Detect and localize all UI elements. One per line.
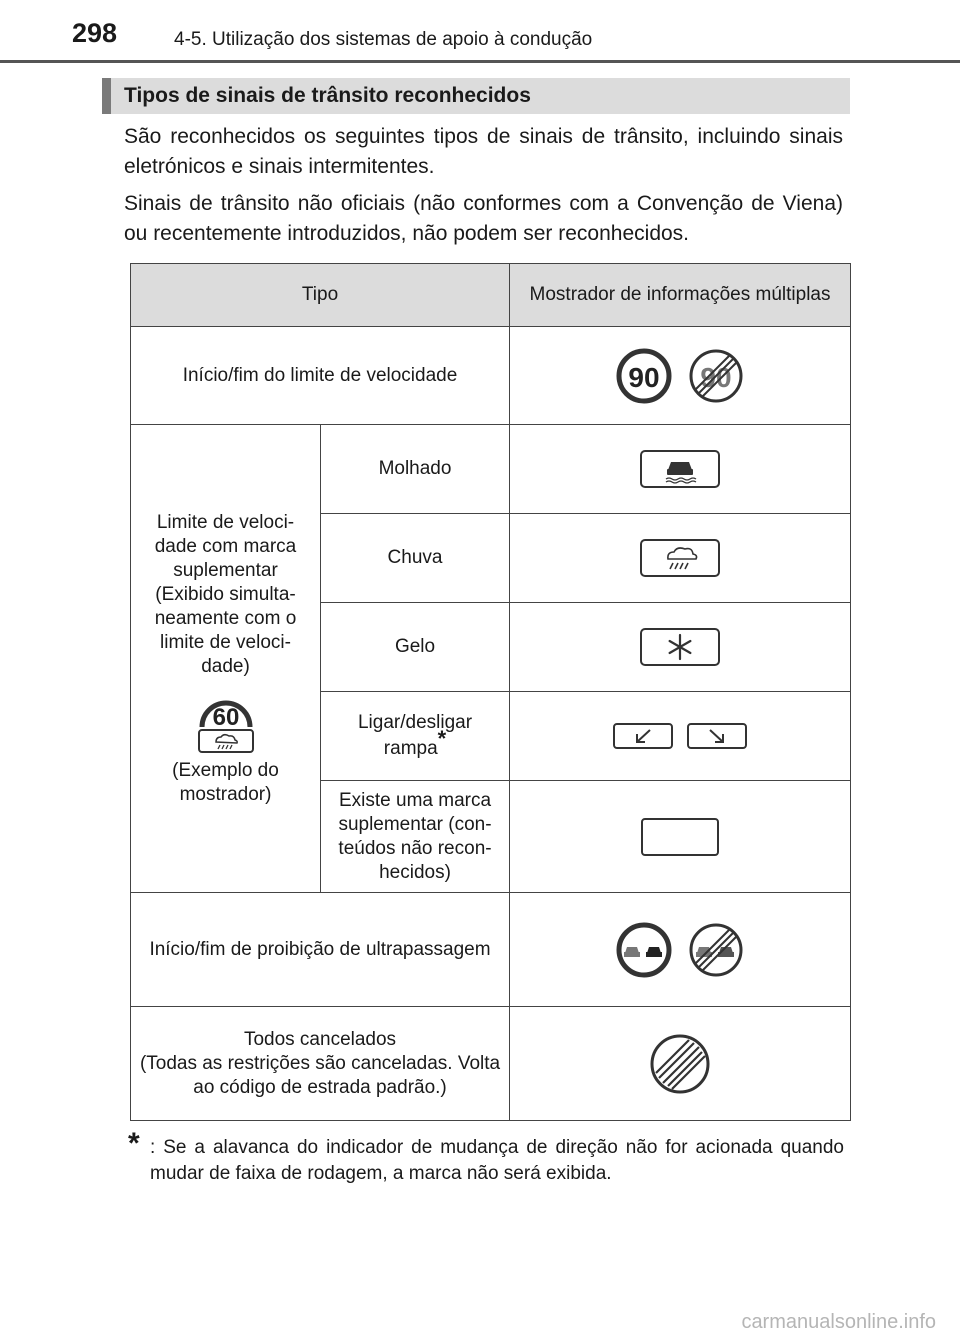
sign-types-table [130, 263, 851, 1121]
blank-panel-icon [641, 818, 719, 856]
watermark: carmanualsonline.info [741, 1311, 936, 1333]
intro-paragraph: São reconhecidos os seguintes tipos de sinais de trânsito, incluindo sinais eletrónicos e sinais intermitentes. [124, 125, 843, 178]
ice-icon-cell [510, 603, 851, 692]
table-header-row [131, 264, 851, 327]
end-all-restrictions-icon [649, 1033, 711, 1095]
no-overtaking-icon [615, 921, 673, 979]
footnote-star: * [128, 1127, 140, 1160]
supplementary-ice-label: Gelo [321, 603, 510, 692]
all-cancelled-icon-cell [510, 1007, 851, 1121]
overtaking-icons [510, 893, 851, 1007]
row-label-overtaking: Início/fim de proibição de ultrapassagem [131, 893, 510, 1007]
row-label-speed-limit: Início/fim do limite de velocidade [131, 327, 510, 425]
column-header-display: Mostrador de informações múltiplas [510, 264, 851, 327]
speed-limit-end-value: 90 [700, 361, 732, 393]
wet-road-icon [640, 450, 720, 488]
row-label-all-cancelled: Todos cancelados (Todas as restrições são canceladas. Volta ao código de estrada padrão.) [131, 1007, 510, 1121]
other-icon-cell [510, 781, 851, 893]
header-divider [0, 60, 960, 63]
supplementary-rain-label: Chuva [321, 514, 510, 603]
table-row [131, 327, 851, 425]
rain-icon [640, 539, 720, 577]
speed-limit-start-icon [615, 347, 673, 405]
speed-limit-end-icon [687, 347, 745, 405]
supplementary-group-cell [131, 425, 321, 893]
footnote [128, 1127, 844, 1187]
wet-icon-cell [510, 425, 851, 514]
speed-60-icon [198, 687, 254, 729]
supplementary-group-label: Limite de veloci-dade com marca suplementar (Exibido simulta-neamente com o limite de veloci-dade) [154, 511, 297, 677]
example-display [137, 687, 314, 753]
column-header-type: Tipo [131, 264, 510, 327]
example-speed-value: 60 [212, 703, 239, 729]
footnote-star-marker: * [437, 726, 447, 751]
speed-limit-icons [510, 327, 851, 425]
section-heading-bar [102, 78, 850, 114]
footnote-text: : Se a alavanca do indicador de mudança de direção não for acionada quando mudar de faixa de rodagem, a marca não será exibida. [150, 1137, 844, 1184]
ramp-on-icon [613, 723, 673, 749]
example-caption: (Exemplo do mostrador) [172, 759, 279, 805]
snowflake-icon [640, 628, 720, 666]
page-number: 298 [72, 18, 118, 48]
table-row [131, 425, 851, 514]
end-no-overtaking-icon [687, 921, 745, 979]
ramp-off-icon [687, 723, 747, 749]
supplementary-wet-label: Molhado [321, 425, 510, 514]
rain-icon-cell [510, 514, 851, 603]
chapter-header: 4-5. Utilização dos sistemas de apoio à condução [174, 29, 593, 50]
supplementary-other-label: Existe uma marca suplementar (con-teúdos não recon-hecidos) [321, 781, 510, 893]
ramp-icon-cell [510, 692, 851, 781]
limitation-paragraph: Sinais de trânsito não oficiais (não conformes com a Convenção de Viena) ou recentemente introduzidos, não podem ser reconhecidos. [124, 192, 843, 245]
rain-panel-icon [198, 729, 254, 753]
speed-limit-value: 90 [628, 361, 660, 393]
table-row [131, 893, 851, 1007]
section-title: Tipos de sinais de trânsito reconhecidos [124, 84, 531, 107]
table-row [131, 1007, 851, 1121]
supplementary-ramp-label: Ligar/desligar rampa* [321, 692, 510, 781]
